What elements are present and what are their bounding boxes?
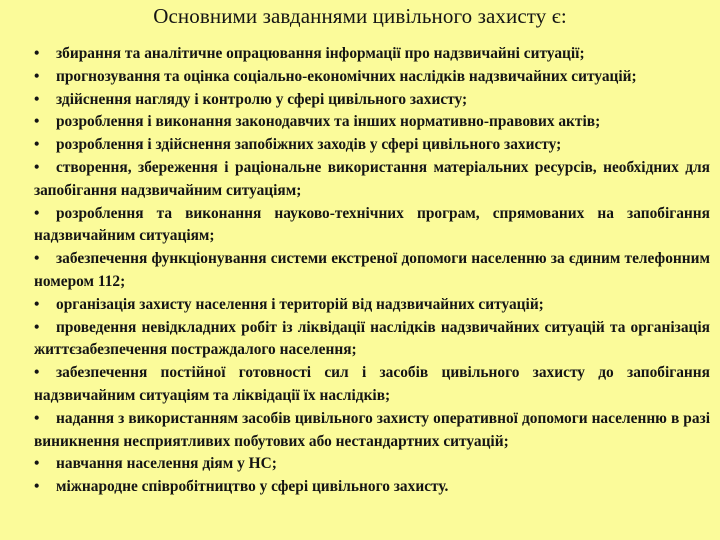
list-item (34, 476, 710, 499)
list-item (34, 294, 710, 317)
bullet-icon: • (34, 409, 40, 427)
list-item-text: прогнозування та оцінка соціально-економічних наслідків надзвичайних ситуацій; (56, 67, 637, 85)
bullet-icon: • (34, 250, 40, 268)
bullet-icon: • (34, 364, 40, 382)
bullet-icon: • (34, 113, 40, 131)
list-item-text: міжнародне співробітництво у сфері цивільного захисту. (56, 478, 449, 496)
list-item-text: навчання населення діям у НС; (56, 455, 277, 473)
list-item (34, 203, 710, 249)
bullet-icon: • (34, 136, 40, 154)
list-item-text: збирання та аналітичне опрацювання інформації про надзвичайні ситуації; (56, 45, 585, 62)
list-item (34, 89, 710, 112)
list-item-text: організація захисту населення і територій від надзвичайних ситуацій; (56, 295, 544, 313)
bullet-icon: • (34, 90, 40, 108)
bullet-icon: • (34, 455, 40, 473)
list-item-text: здійснення нагляду і контролю у сфері цивільного захисту; (56, 90, 468, 108)
list-item-text: забезпечення постійної готовності сил і засобів цивільного захисту до запобігання надзвичайним ситуаціям та ліквідації їх наслідків; (34, 364, 710, 404)
list-item (34, 408, 710, 454)
list-item (34, 111, 710, 134)
list-item (34, 453, 710, 476)
bullet-icon: • (34, 318, 40, 336)
slide-title: Основними завданнями цивільного захисту є: (153, 4, 567, 28)
list-item-text: створення, збереження і раціональне використання матеріальних ресурсів, необхідних для запобігання надзвичайним ситуаціям; (34, 158, 710, 199)
bullet-icon: • (34, 295, 40, 313)
list-item (34, 317, 710, 363)
list-item (34, 248, 710, 294)
list-item (34, 66, 710, 89)
list-item (34, 157, 710, 203)
list-item-text: забезпечення функціонування системи екстреної допомоги населенню за єдиним телефонним номером 112; (34, 250, 710, 290)
list-item (34, 362, 710, 408)
task-list (34, 43, 710, 499)
bullet-icon: • (34, 45, 40, 62)
bullet-icon: • (34, 478, 40, 496)
bullet-icon: • (34, 204, 40, 222)
list-item (34, 43, 710, 66)
list-item-text: розроблення та виконання науково-технічних програм, спрямованих на запобігання надзвичайним ситуаціям; (34, 204, 710, 245)
bullet-icon: • (34, 158, 40, 176)
list-item-text: проведення невідкладних робіт із ліквідації наслідків надзвичайних ситуацій та організація життєзабезпечення постраждалого населення; (34, 318, 710, 359)
list-item (34, 134, 710, 157)
list-item-text: надання з використанням засобів цивільного захисту оперативної допомоги населенню в разі виникнення несприятливих побутових або нестандартних ситуацій; (34, 409, 710, 450)
bullet-icon: • (34, 67, 40, 85)
list-item-text: розроблення і виконання законодавчих та інших нормативно-правових актів; (56, 113, 601, 131)
list-item-text: розроблення і здійснення запобіжних заходів у сфері цивільного захисту; (56, 136, 562, 154)
